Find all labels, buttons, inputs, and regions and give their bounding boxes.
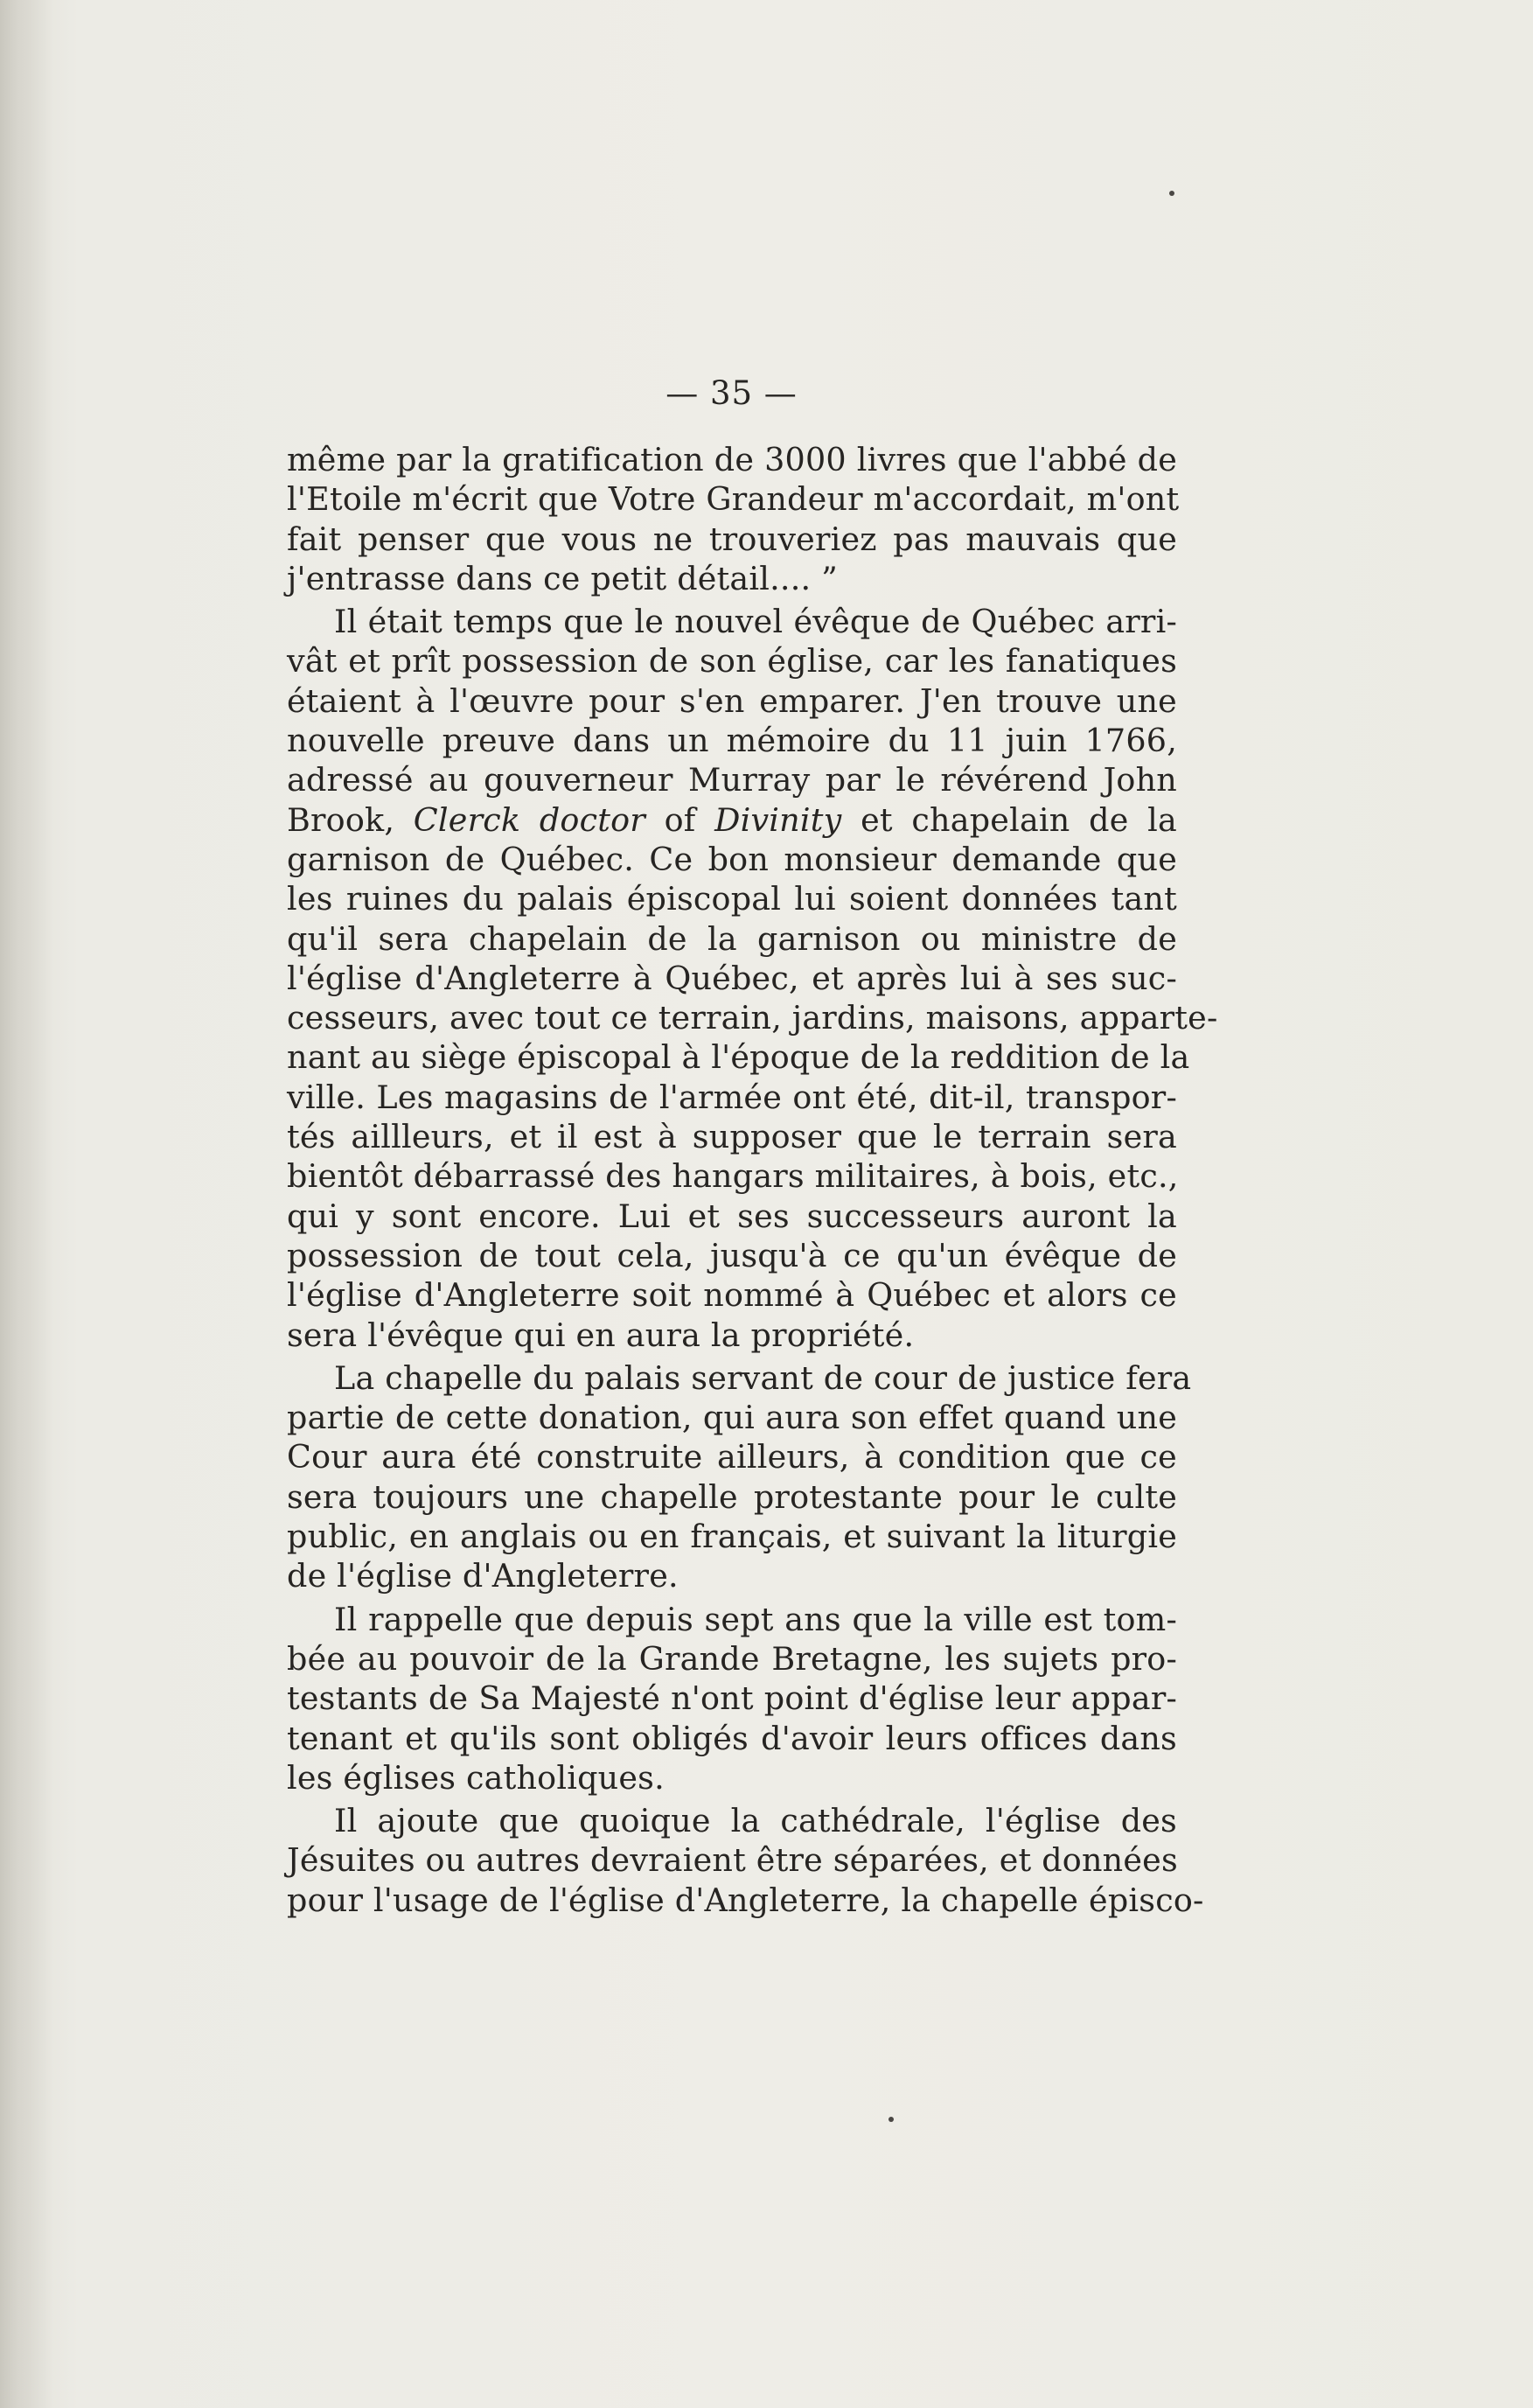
text-line: Brook, Clerck doctor of Divinity et chapelain de la — [287, 800, 1177, 839]
text-line: adressé au gouverneur Murray par le révérend John — [287, 761, 1177, 799]
text-line: fait penser que vous ne trouveriez pas mauvais que — [287, 520, 1177, 558]
ink-speck — [888, 2117, 894, 2122]
text-line: Il ajoute que quoique la cathédrale, l'église des — [334, 1802, 1177, 1840]
text-line: qu'il sera chapelain de la garnison ou ministre de — [287, 919, 1177, 958]
text-line: sera l'évêque qui en aura la propriété. — [287, 1316, 915, 1354]
text-line: qui y sont encore. Lui et ses successeurs auront la — [287, 1197, 1177, 1235]
ink-speck — [1169, 191, 1174, 196]
text-line: nant au siège épiscopal à l'époque de la reddition de la — [287, 1038, 1190, 1077]
text-line: bientôt débarrassé des hangars militaires, à bois, etc., — [287, 1157, 1179, 1196]
text-line: sera toujours une chapelle protestante pour le culte — [287, 1477, 1177, 1516]
text-line: Il était temps que le nouvel évêque de Québec arri- — [334, 603, 1177, 641]
text-line: garnison de Québec. Ce bon monsieur demande que — [287, 840, 1177, 878]
page-binding-shadow — [0, 0, 52, 2408]
text-line: Il rappelle que depuis sept ans que la ville est tom- — [334, 1600, 1177, 1638]
text-line: les ruines du palais épiscopal lui soient données tant — [287, 880, 1177, 918]
text-line: Cour aura été construite ailleurs, à condition que ce — [287, 1438, 1177, 1476]
text-line: tés aillleurs, et il est à supposer que le terrain sera — [287, 1118, 1177, 1156]
text-line: ville. Les magasins de l'armée ont été, dit-il, transpor- — [287, 1078, 1177, 1116]
text-line: testants de Sa Majesté n'ont point d'église leur appar- — [287, 1679, 1177, 1718]
text-line: nouvelle preuve dans un mémoire du 11 juin 1766, — [287, 722, 1177, 760]
text-line: possession de tout cela, jusqu'à ce qu'un évêque de — [287, 1236, 1177, 1274]
text-line: les églises catholiques. — [287, 1758, 665, 1797]
text-line: vât et prît possession de son église, car les fanatiques — [287, 642, 1177, 681]
text-line: j'entrasse dans ce petit détail.... ” — [287, 559, 839, 597]
text-line: pour l'usage de l'église d'Angleterre, la chapelle épisco- — [287, 1881, 1204, 1919]
page-number: — 35 — — [665, 374, 798, 412]
text-line: même par la gratification de 3000 livres que l'abbé de — [287, 441, 1177, 478]
text-line: Jésuites ou autres devraient être séparées, et données — [287, 1841, 1178, 1880]
text-line: La chapelle du palais servant de cour de justice fera — [334, 1358, 1192, 1397]
text-line: l'église d'Angleterre à Québec, et après lui à ses suc- — [287, 959, 1177, 997]
text-line: bée au pouvoir de la Grande Bretagne, les sujets pro- — [287, 1639, 1177, 1678]
text-line: public, en anglais ou en français, et suivant la liturgie — [287, 1518, 1177, 1556]
text-line: partie de cette donation, qui aura son effet quand une — [287, 1399, 1177, 1437]
text-line: de l'église d'Angleterre. — [287, 1557, 679, 1595]
text-line: l'Etoile m'écrit que Votre Grandeur m'accordait, m'ont — [287, 480, 1180, 519]
text-line: cesseurs, avec tout ce terrain, jardins, maisons, apparte- — [287, 999, 1218, 1037]
body-text — [287, 440, 1218, 1920]
text-line: tenant et qu'ils sont obligés d'avoir leurs offices dans — [287, 1719, 1177, 1757]
text-line: l'église d'Angleterre soit nommé à Québec et alors ce — [287, 1276, 1177, 1315]
text-line: étaient à l'œuvre pour s'en emparer. J'en trouve une — [287, 681, 1177, 720]
